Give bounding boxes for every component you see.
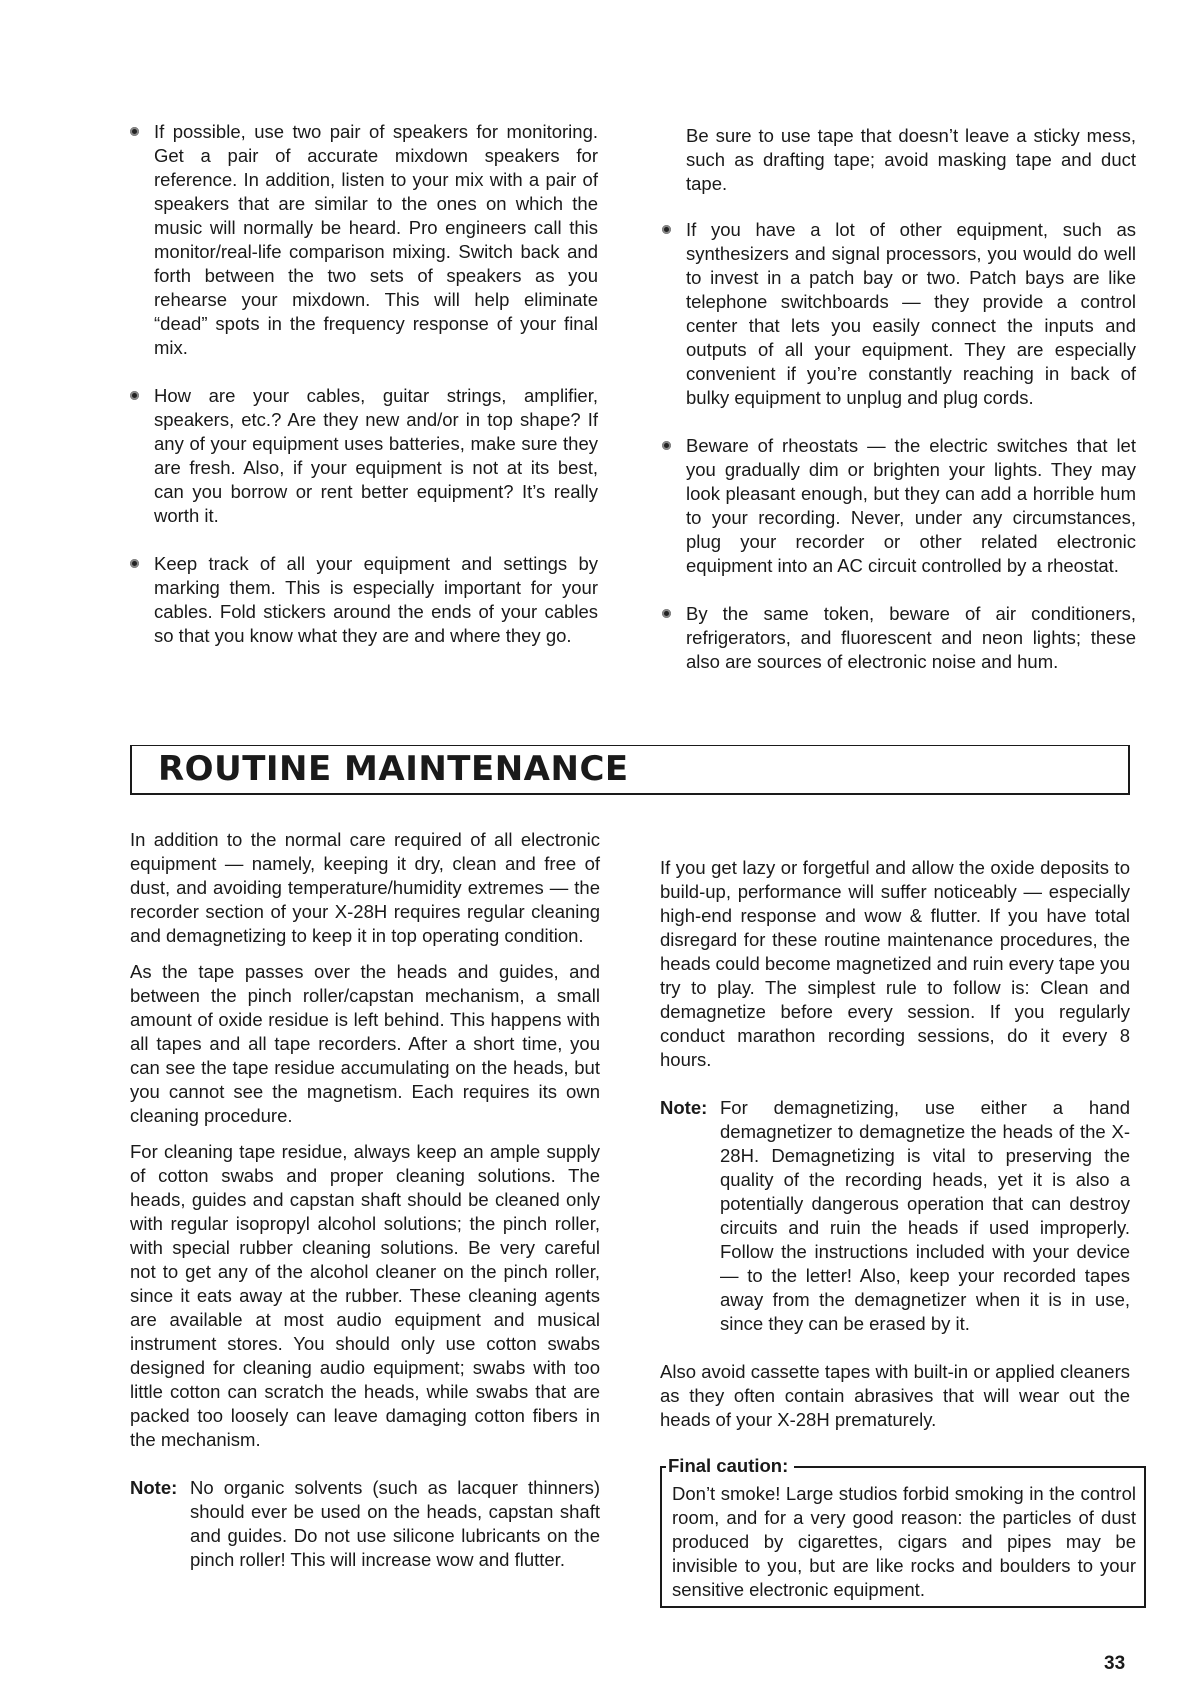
section-heading-box bbox=[130, 745, 1130, 795]
paragraph: In addition to the normal care required of all electronic equipment — namely, keeping it dry, clean and free of dust, and avoiding temperature/humidity extremes — the recorder section of your X-28H requires regular cleaning and demagnetizing to keep it in top operating condition. bbox=[130, 829, 600, 946]
bullet-text: By the same token, beware of air conditioners, refrigerators, and fluorescent and neon lights; these also are sources of electronic noise and hum. bbox=[686, 603, 1136, 672]
note-text: No organic solvents (such as lacquer thinners) should ever be used on the heads, capstan shaft and guides. Do not use silicone lubricants on the pinch roller! This will increase wow and flutter. bbox=[190, 1477, 600, 1570]
bullet-item bbox=[128, 384, 598, 528]
paragraph: Also avoid cassette tapes with built-in or applied cleaners as they often contain abrasives that will wear out the heads of your X-28H prematurely. bbox=[660, 1361, 1130, 1430]
bullet-item bbox=[128, 120, 598, 360]
bullet-text: If you have a lot of other equipment, such as synthesizers and signal processors, you would do well to invest in a patch bay or two. Patch bays are like telephone switchboards — they provide a control center that lets you easily connect the inputs and outputs of all your equipment. They are especially convenient if you’re constantly reaching in back of bulky equipment to unplug and plug cords. bbox=[686, 219, 1136, 408]
note-block bbox=[130, 1476, 600, 1572]
page-number: 33 bbox=[1104, 1653, 1126, 1674]
bottom-right-column bbox=[660, 856, 1130, 1444]
paragraph: If you get lazy or forgetful and allow the oxide deposits to build-up, performance will suffer noticeably — especially high-end response and wow & flutter. If you have total disregard for these routine maintenance procedures, the heads could become magnetized and ruin every tape you try to play. The simplest rule to follow is: Clean and demagnetize before every session. If you regularly conduct marathon recording sessions, do it every 8 hours. bbox=[660, 857, 1130, 1070]
bullet-text: Beware of rheostats — the electric switches that let you gradually dim or brighten your lights. They may look pleasant enough, but they can add a horrible hum to your recording. Never, under any circumstances, plug your recorder or other related electronic equipment into an AC circuit controlled by a rheostat. bbox=[686, 435, 1136, 576]
note-text: For demagnetizing, use either a hand demagnetizer to demagnetize the heads of the X-28H. Demagnetizing is vital to preserving the quality of the recording heads, yet it is also a potentially dangerous operation that can destroy circuits and ruin the heads if used improperly. Follow the instructions included with your device — to the letter! Also, keep your recorded tapes away from the demagnetizer when it is in use, since they can be erased by it. bbox=[720, 1097, 1130, 1334]
note-block bbox=[660, 1096, 1130, 1336]
bullet-text: How are your cables, guitar strings, amplifier, speakers, etc.? Are they new and/or in top shape? If any of your equipment uses batteries, make sure they are fresh. Also, if your equipment is not at its best, can you borrow or rent better equipment? It’s really worth it. bbox=[154, 385, 598, 526]
bullet-item bbox=[660, 218, 1136, 410]
bullet-icon bbox=[130, 391, 139, 400]
final-caution-box bbox=[660, 1455, 1146, 1608]
section-title: ROUTINE MAINTENANCE bbox=[158, 749, 629, 789]
bullet-icon bbox=[662, 225, 671, 234]
note-label: Note: bbox=[130, 1477, 178, 1498]
caution-text: Don’t smoke! Large studios forbid smoking in the control room, and for a very good reason: the particles of dust produced by cigarettes, cigars and pipes may be invisible to you, but are like rocks and boulders to your sensitive electronic equipment. bbox=[672, 1483, 1136, 1600]
intro-paragraph: Be sure to use tape that doesn’t leave a sticky mess, such as drafting tape; avoid masking tape and duct tape. bbox=[686, 125, 1136, 194]
bullet-icon bbox=[130, 559, 139, 568]
top-left-column bbox=[128, 120, 598, 672]
bullet-item bbox=[660, 434, 1136, 578]
bullet-icon bbox=[662, 609, 671, 618]
bottom-left-column bbox=[130, 828, 600, 1572]
bullet-text: If possible, use two pair of speakers for monitoring. Get a pair of accurate mixdown speakers for reference. In addition, listen to your mix with a pair of speakers that are similar to the ones on which the music will normally be heard. Pro engineers call this monitor/real-life comparison mixing. Switch back and forth between the two sets of speakers as you rehearse your mixdown. This will help eliminate “dead” spots in the frequency response of your final mix. bbox=[154, 121, 598, 358]
note-label: Note: bbox=[660, 1097, 708, 1118]
bullet-item bbox=[660, 602, 1136, 674]
caution-title: Final caution: bbox=[666, 1454, 794, 1478]
bullet-icon bbox=[662, 441, 671, 450]
bullet-icon bbox=[130, 127, 139, 136]
bullet-item bbox=[128, 552, 598, 648]
top-right-column bbox=[660, 124, 1136, 698]
bullet-text: Keep track of all your equipment and settings by marking them. This is especially important for your cables. Fold stickers around the ends of your cables so that you know what they are and where they go. bbox=[154, 553, 598, 646]
paragraph: As the tape passes over the heads and guides, and between the pinch roller/capstan mechanism, a small amount of oxide residue is left behind. This happens with all tapes and all tape recorders. After a short time, you can see the tape residue accumulating on the heads, but you cannot see the magnetism. Each requires its own cleaning procedure. bbox=[130, 961, 600, 1126]
paragraph: For cleaning tape residue, always keep an ample supply of cotton swabs and proper cleaning solutions. The heads, guides and capstan shaft should be cleaned only with regular isopropyl alcohol solutions; the pinch roller, with special rubber cleaning solutions. Be very careful not to get any of the alcohol cleaner on the pinch roller, since it eats away at the rubber. These cleaning agents are available at most audio equipment and musical instrument stores. You should only use cotton swabs designed for cleaning audio equipment; swabs with too little cotton can scratch the heads, while swabs that are packed too loosely can leave damaging cotton fibers in the mechanism. bbox=[130, 1141, 600, 1450]
